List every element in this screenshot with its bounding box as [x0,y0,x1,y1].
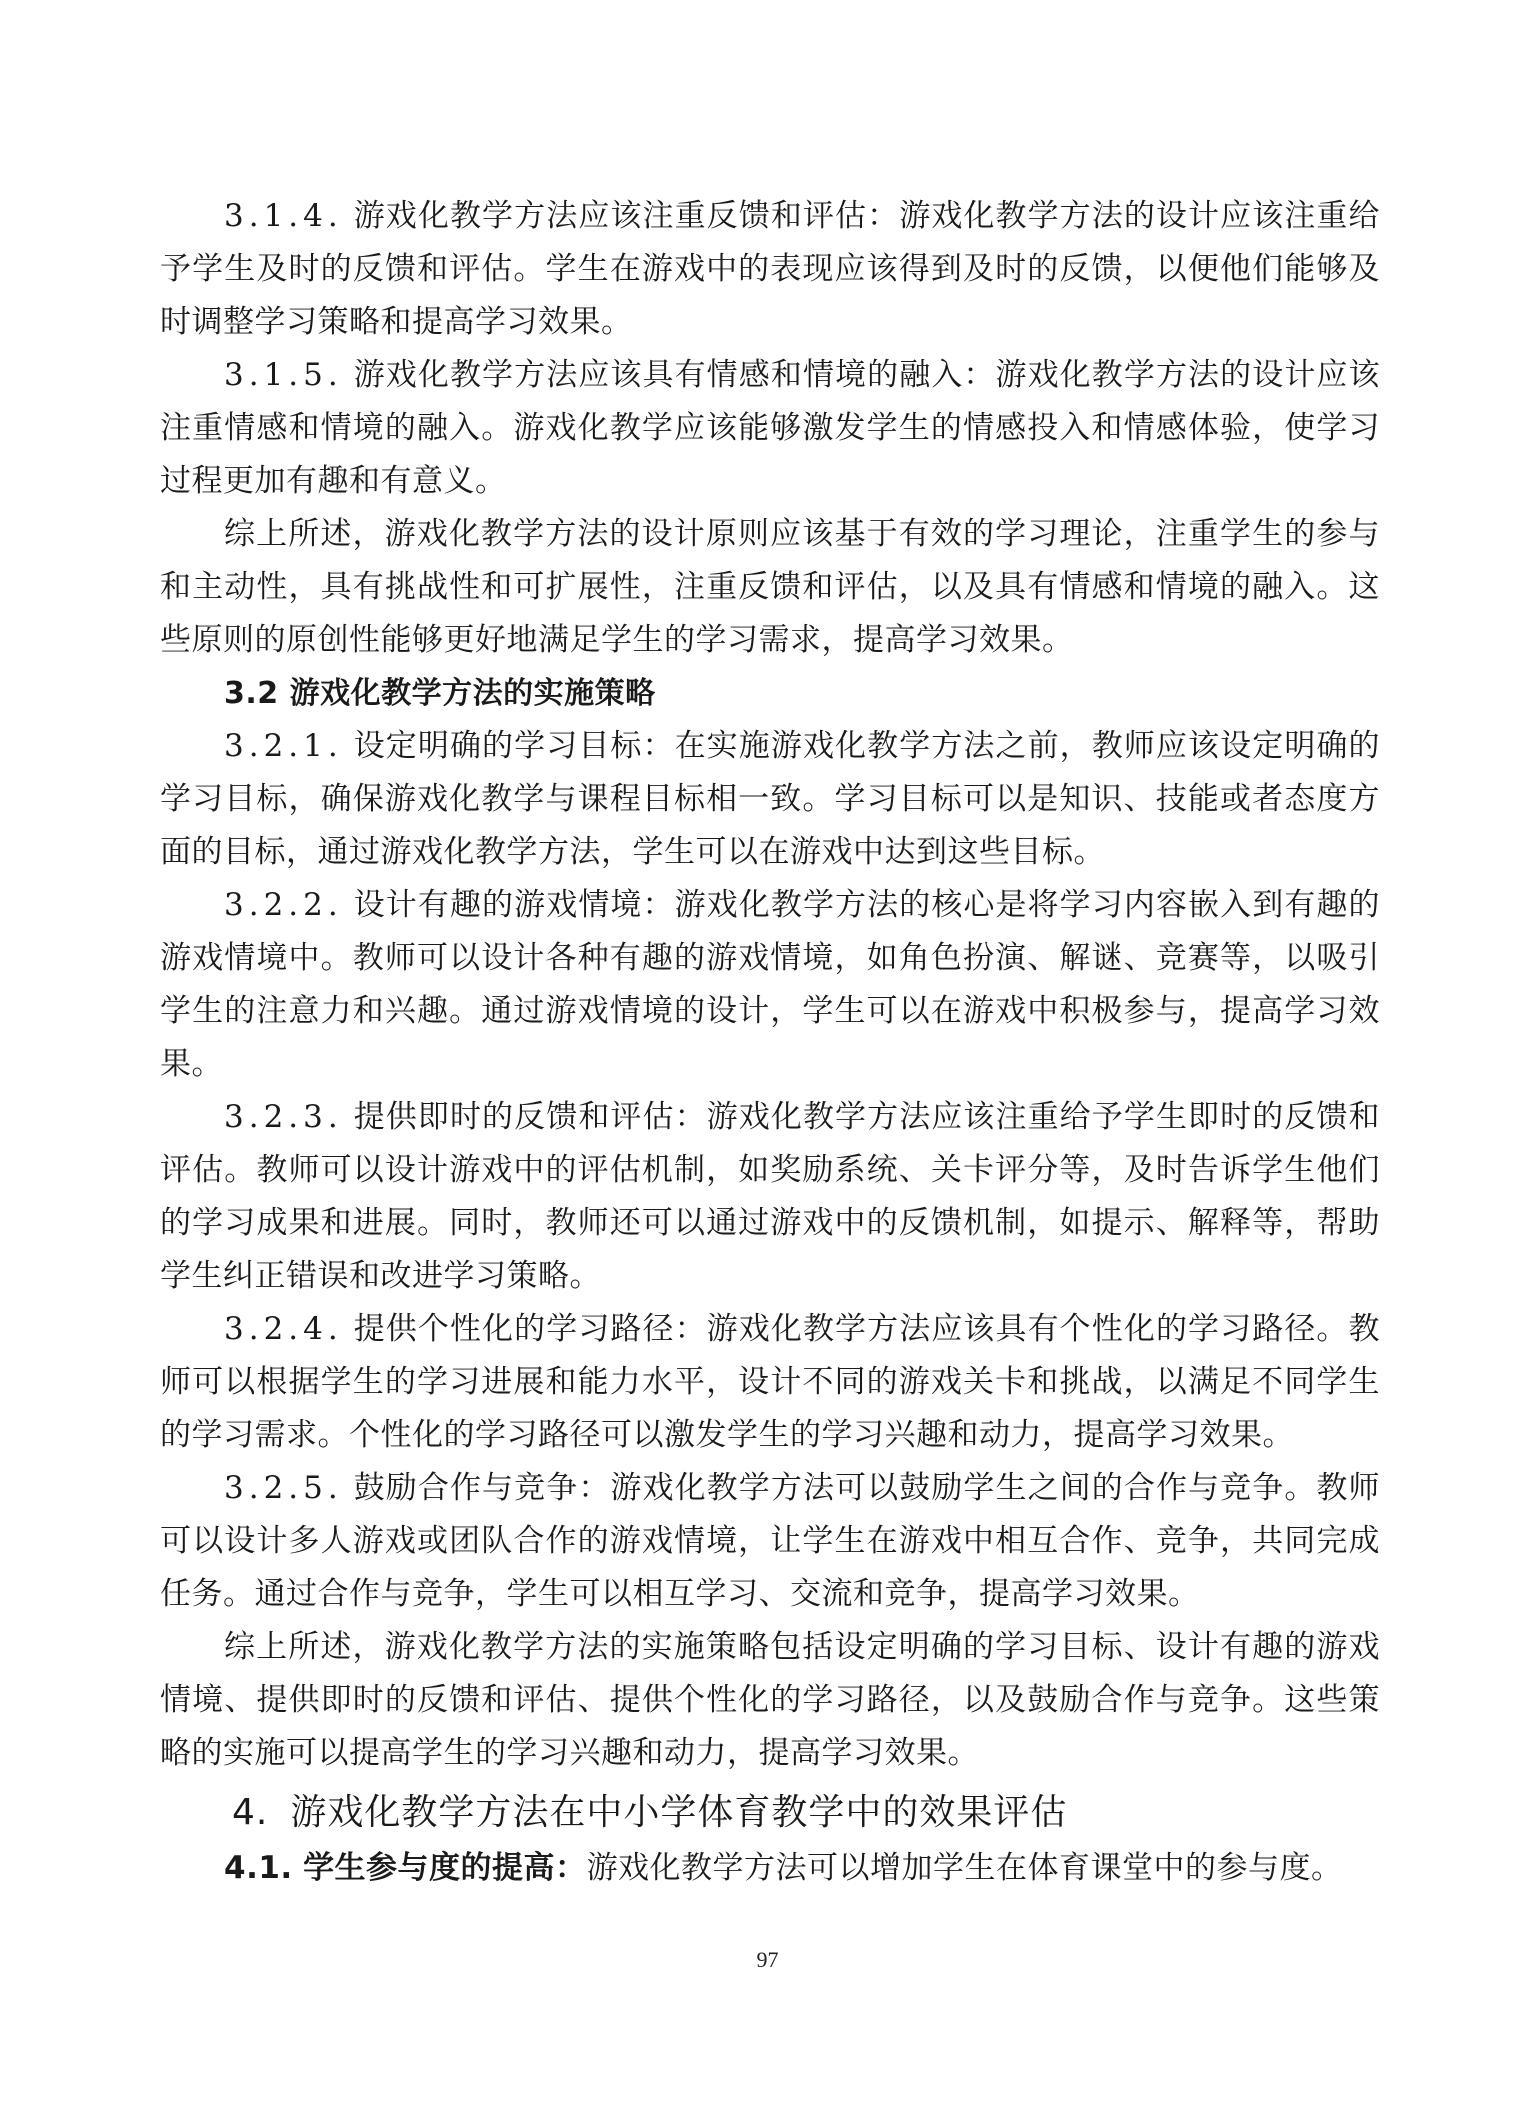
paragraph-number: 4.1. [224,1850,293,1886]
paragraph-text: 游戏化教学方法可以增加学生在体育课堂中的参与度。 [586,1850,1343,1886]
paragraph-number: 3.2.4. [224,1311,343,1347]
section-heading-4 [160,1784,1380,1842]
paragraph-3-2-3 [160,1091,1380,1303]
section-number: 4. [232,1792,269,1833]
paragraph-3-2-4 [160,1303,1380,1462]
paragraph-text: 提供个性化的学习路径：游戏化教学方法应该具有个性化的学习路径。教师可以根据学生的学习进展和能力水平，设计不同的游戏关卡和挑战，以满足不同学生的学习需求。个性化的学习路径可以激发学生的学习兴趣和动力，提高学习效果。 [160,1311,1380,1453]
paragraph-number: 3.2.5. [224,1470,343,1506]
summary-3-1: 综上所述，游戏化教学方法的设计原则应该基于有效的学习理论，注重学生的参与和主动性，具有挑战性和可扩展性，注重反馈和评估，以及具有情感和情境的融入。这些原则的原创性能够更好地满足学生的学习需求，提高学习效果。 [160,516,1380,658]
section-heading-3-2: 3.2 游戏化教学方法的实施策略 [224,676,656,711]
paragraph-lead: 学生参与度的提高： [303,1850,587,1886]
page-body [160,190,1380,1895]
section-title: 游戏化教学方法在中小学体育教学中的效果评估 [290,1792,1068,1833]
paragraph-text: 提供即时的反馈和评估：游戏化教学方法应该注重给予学生即时的反馈和评估。教师可以设计游戏中的评估机制，如奖励系统、关卡评分等，及时告诉学生他们的学习成果和进展。同时，教师还可以通过游戏中的反馈机制，如提示、解释等，帮助学生纠正错误和改进学习策略。 [160,1099,1380,1294]
paragraph-text: 鼓励合作与竞争：游戏化教学方法可以鼓励学生之间的合作与竞争。教师可以设计多人游戏或团队合作的游戏情境，让学生在游戏中相互合作、竞争，共同完成任务。通过合作与竞争，学生可以相互学习、交流和竞争，提高学习效果。 [160,1470,1380,1612]
paragraph-text: 游戏化教学方法应该具有情感和情境的融入：游戏化教学方法的设计应该注重情感和情境的融入。游戏化教学应该能够激发学生的情感投入和情感体验，使学习过程更加有趣和有意义。 [160,357,1380,499]
paragraph-3-1-4 [160,190,1380,349]
paragraph-number: 3.2.3. [224,1099,343,1135]
summary-3-2: 综上所述，游戏化教学方法的实施策略包括设定明确的学习目标、设计有趣的游戏情境、提供即时的反馈和评估、提供个性化的学习路径，以及鼓励合作与竞争。这些策略的实施可以提高学生的学习兴趣和动力，提高学习效果。 [160,1629,1380,1771]
paragraph-3-2-5 [160,1462,1380,1621]
paragraph-text: 设定明确的学习目标：在实施游戏化教学方法之前，教师应该设定明确的学习目标，确保游戏化教学与课程目标相一致。学习目标可以是知识、技能或者态度方面的目标，通过游戏化教学方法，学生可以在游戏中达到这些目标。 [160,728,1380,870]
paragraph-number: 3.1.5. [224,357,343,393]
paragraph-3-1-5 [160,349,1380,508]
paragraph-3-2-1 [160,720,1380,879]
paragraph-number: 3.2.1. [224,728,343,764]
paragraph-4-1 [160,1842,1380,1895]
paragraph-text: 设计有趣的游戏情境：游戏化教学方法的核心是将学习内容嵌入到有趣的游戏情境中。教师可以设计各种有趣的游戏情境，如角色扮演、解谜、竞赛等，以吸引学生的注意力和兴趣。通过游戏情境的设计，学生可以在游戏中积极参与，提高学习效果。 [160,887,1380,1082]
page-number: 97 [756,1947,779,1972]
paragraph-number: 3.1.4. [224,198,343,234]
paragraph-text: 游戏化教学方法应该注重反馈和评估：游戏化教学方法的设计应该注重给予学生及时的反馈和评估。学生在游戏中的表现应该得到及时的反馈，以便他们能够及时调整学习策略和提高学习效果。 [160,198,1380,340]
paragraph-3-2-2 [160,879,1380,1091]
paragraph-number: 3.2.2. [224,887,343,923]
